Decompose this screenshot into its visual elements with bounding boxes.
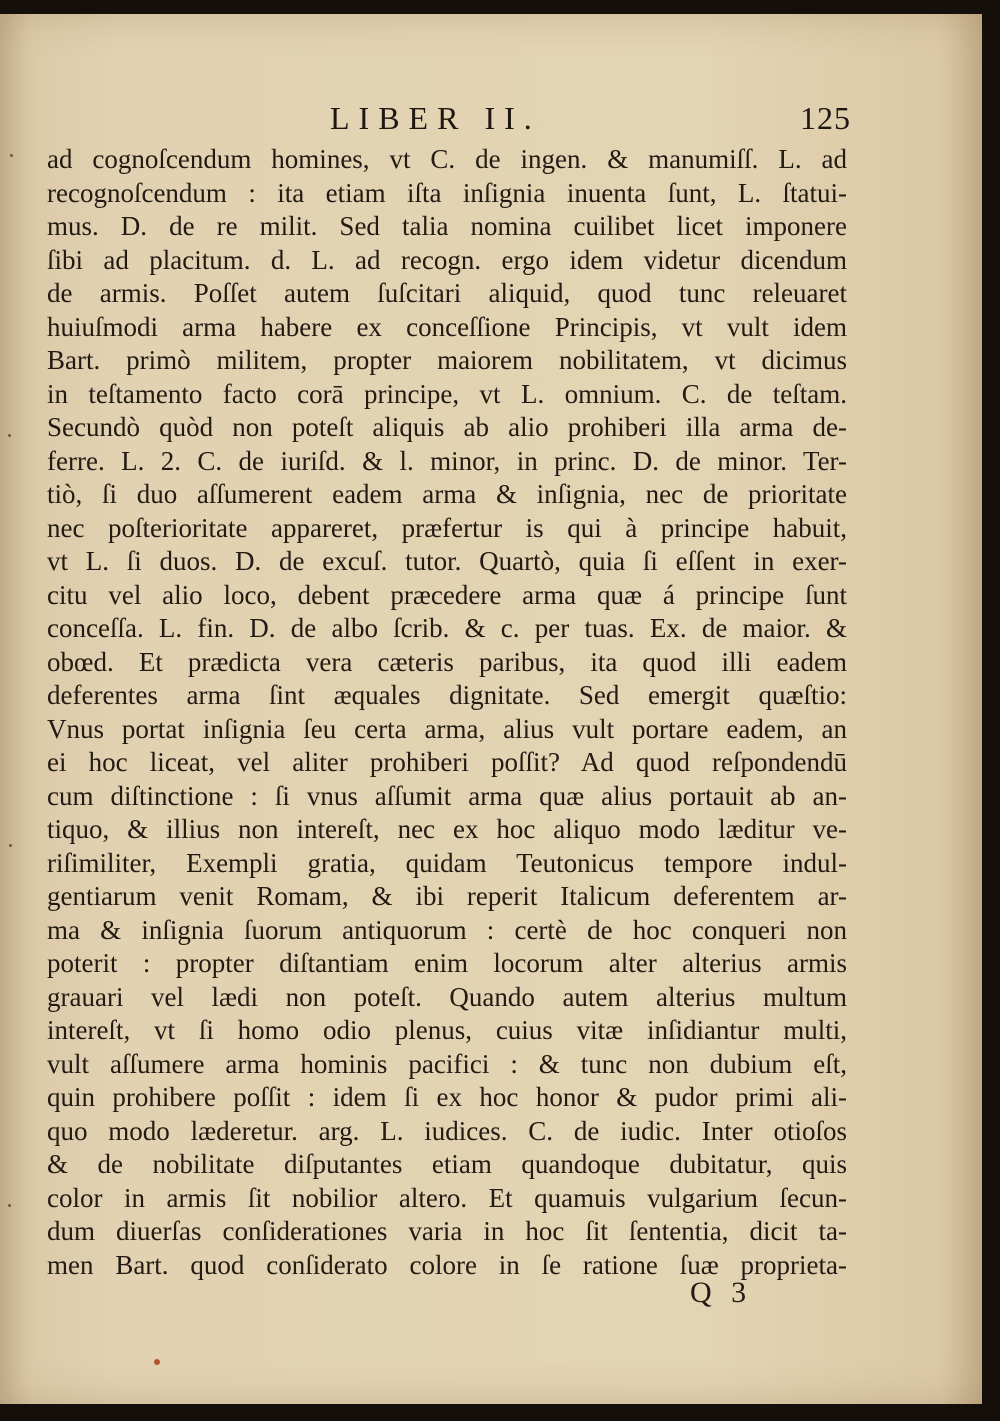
text-line: ei hoc liceat, vel aliter prohiberi poſſit? Ad quod reſpondendū — [47, 747, 847, 777]
text-line: ferre. L. 2. C. de iuriſd. & l. minor, in princ. D. de minor. Ter- — [47, 445, 847, 476]
gutter-mark — [8, 434, 11, 437]
text-line: ſibi ad placitum. d. L. ad recogn. ergo idem videtur dicendum — [47, 244, 847, 275]
text-line: Bart. primò militem, propter maiorem nobilitatem, vt dicimus — [47, 345, 847, 375]
text-line: Vnus portat inſignia ſeu certa arma, alius vult portare eadem, an — [47, 713, 847, 744]
text-line: tiquo, & illius non intereſt, nec ex hoc aliquo modo læditur ve- — [47, 814, 847, 844]
text-line: color in armis ſit nobilior altero. Et quamuis vulgarium ſecun- — [47, 1182, 847, 1213]
text-line: obœd. Et prædicta vera cæteris paribus, ita quod illi eadem — [47, 646, 847, 677]
gutter-mark — [9, 844, 12, 847]
ink-spot — [154, 1359, 160, 1365]
text-line: & de nobilitate diſputantes etiam quandoque dubitatur, quis — [47, 1149, 847, 1179]
text-line: huiuſmodi arma habere ex conceſſione Principis, vt vult idem — [47, 311, 847, 342]
text-line: ad cognoſcendum homines, vt C. de ingen. & manumiſſ. L. ad — [47, 144, 847, 174]
page-number: 125 — [800, 100, 851, 136]
book-page — [0, 14, 982, 1404]
text-line: quin prohibere poſſit : idem ſi ex hoc honor & pudor primi ali- — [47, 1082, 847, 1112]
text-line: de armis. Poſſet autem ſuſcitari aliquid, quod tunc releuaret — [47, 278, 847, 308]
text-line: citu vel alio loco, debent præcedere arma quæ á principe ſunt — [47, 579, 847, 610]
text-line: grauari vel lædi non poteſt. Quando autem alterius multum — [47, 981, 847, 1012]
running-head — [0, 100, 982, 140]
gutter-mark — [10, 154, 13, 157]
text-line: deferentes arma ſint æquales dignitate. Sed emergit quæſtio: — [47, 680, 847, 710]
text-line: dum diuerſas conſiderationes varia in hoc ſit ſententia, dicit ta- — [47, 1216, 847, 1246]
text-line: vt L. ſi duos. D. de excuſ. tutor. Quartò, quia ſi eſſent in exer- — [47, 546, 847, 576]
running-head-title: LIBER II. — [330, 100, 541, 136]
text-line: Secundò quòd non poteſt aliquis ab alio prohiberi illa arma de- — [47, 412, 847, 442]
text-line: in teſtamento facto corā principe, vt L. omnium. C. de teſtam. — [47, 378, 847, 409]
signature-mark: Q 3 — [690, 1276, 753, 1309]
text-line: quo modo læderetur. arg. L. iudices. C. de iudic. Inter otioſos — [47, 1115, 847, 1146]
text-line: ma & inſignia ſuorum antiquorum : certè de hoc conqueri non — [47, 914, 847, 945]
text-line: conceſſa. L. fin. D. de albo ſcrib. & c. per tuas. Ex. de maior. & — [47, 613, 847, 643]
text-line: cum diſtinctione : ſi vnus aſſumit arma quæ alius portauit ab an- — [47, 780, 847, 811]
text-line: intereſt, vt ſi homo odio plenus, cuius vitæ inſidiantur multi, — [47, 1015, 847, 1045]
text-line: mus. D. de re milit. Sed talia nomina cuilibet licet imponere — [47, 211, 847, 241]
text-line: poterit : propter diſtantiam enim locorum alter alterius armis — [47, 948, 847, 978]
body-text — [47, 143, 847, 1282]
gutter-mark — [8, 1204, 11, 1207]
text-line: men Bart. quod conſiderato colore in ſe ratione ſuæ proprieta- — [47, 1249, 847, 1280]
text-line: recognoſcendum : ita etiam iſta inſignia inuenta ſunt, L. ſtatui- — [47, 177, 847, 208]
text-line: riſimiliter, Exempli gratia, quidam Teutonicus tempore indul- — [47, 847, 847, 878]
text-line: nec poſterioritate appareret, præfertur is qui à principe habuit, — [47, 512, 847, 543]
text-line: vult aſſumere arma hominis pacifici : & tunc non dubium eſt, — [47, 1048, 847, 1079]
text-line: tiò, ſi duo aſſumerent eadem arma & inſignia, nec de prioritate — [47, 479, 847, 509]
text-line: gentiarum venit Romam, & ibi reperit Italicum deferentem ar- — [47, 881, 847, 911]
